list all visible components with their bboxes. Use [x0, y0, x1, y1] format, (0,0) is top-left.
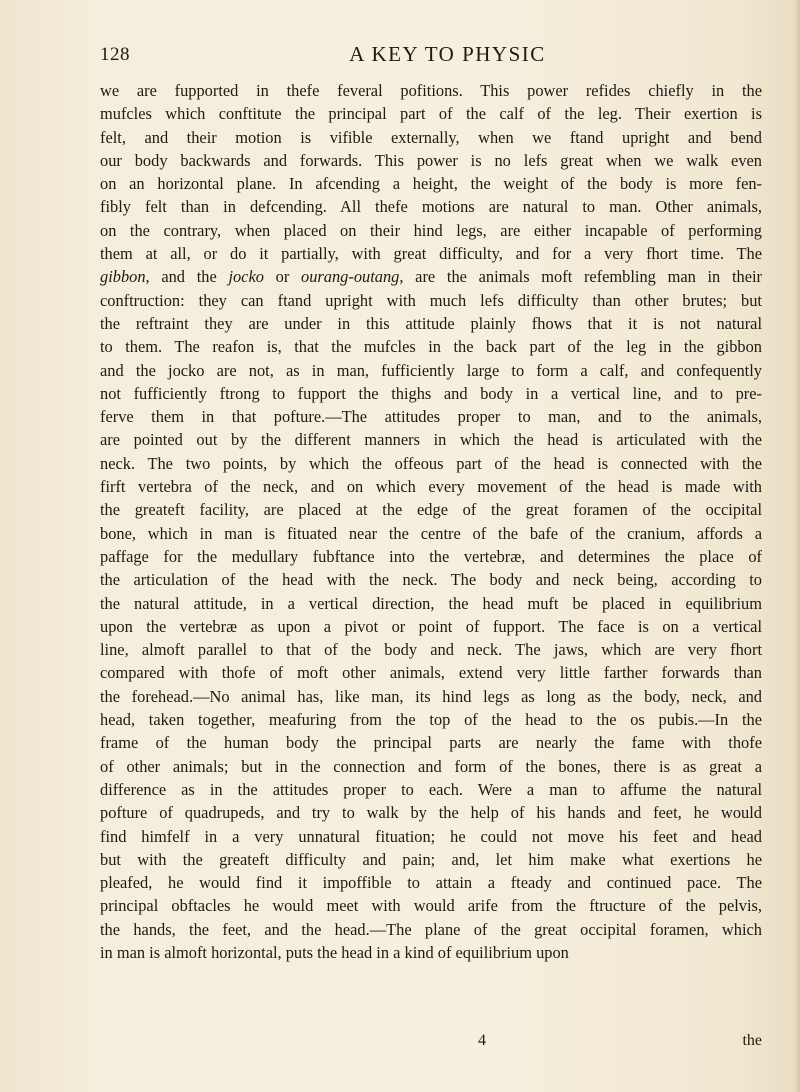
text-line: the articulation of the head with the neck. The body and neck being, according to: [100, 570, 762, 590]
text-line: to them. The reafon is, that the mufcles in the back part of the leg in the gibbon: [100, 337, 762, 357]
text-line: felt, and their motion is vifible externally, when we ftand upright and bend: [100, 127, 762, 147]
text-line: frame of the human body the principal parts are nearly the fame with thofe: [100, 733, 762, 753]
text-line: the greateft facility, are placed at the edge of the great foramen of the occipital: [100, 500, 762, 520]
body-text: [100, 79, 762, 964]
text-line: the reftraint they are under in this attitude plainly fhows that it is not natural: [100, 313, 762, 333]
text-line: pleafed, he would find it impoffible to attain a fteady and continued pace. The: [100, 873, 762, 893]
text-line: we are fupported in thefe feveral pofitions. This power refides chiefly in the: [100, 81, 762, 100]
text-line: ferve them in that pofture.—The attitudes proper to man, and to the animals,: [100, 407, 762, 427]
text-line: firft vertebra of the neck, and on which every movement of the head is made with: [100, 477, 762, 497]
text-line: our body backwards and forwards. This power is no lefs great when we walk even: [100, 150, 762, 170]
text-line: not fufficiently ftrong to fupport the thighs and body in a vertical line, and to pre-: [100, 383, 762, 403]
text-line: of other animals; but in the connection and form of the bones, there is as great a: [100, 756, 762, 776]
text-line: the hands, the feet, and the head.—The plane of the great occipital foramen, which: [100, 919, 762, 939]
text-line: and the jocko are not, as in man, fufficiently large to form a calf, and confequently: [100, 360, 762, 380]
text-line: are pointed out by the different manners in which the head is articulated with the: [100, 430, 762, 450]
text-line: paffage for the medullary fubftance into the vertebræ, and determines the place of: [100, 546, 762, 566]
running-head: A KEY TO PHYSIC: [349, 42, 546, 66]
text-line: the forehead.—No animal has, like man, its hind legs as long as the body, neck, and: [100, 686, 762, 706]
footer-row: [100, 1032, 762, 1056]
text-line: mufcles which conftitute the principal part of the calf of the leg. Their exertion is: [100, 104, 762, 124]
text-line: gibbon, and the jocko or ourang-outang, are the animals moft refembling man in their: [100, 267, 762, 287]
text-line: the natural attitude, in a vertical direction, the head muft be placed in equilibrium: [100, 593, 762, 613]
text-line: principal obftacles he would meet with would arife from the ftructure of the pelvis,: [100, 896, 762, 916]
text-line: but with the greateft difficulty and pain; and, let him make what exertions he: [100, 849, 762, 869]
page-edge-shadow: [794, 0, 800, 1092]
signature-mark: 4: [478, 1032, 486, 1049]
text-line: on an horizontal plane. In afcending a height, the weight of the body is more fen-: [100, 174, 762, 194]
text-line: line, almoft parallel to that of the body and neck. The jaws, which are very fhort: [100, 640, 762, 660]
page-number: 128: [100, 44, 130, 65]
text-line: pofture of quadrupeds, and try to walk by the help of his hands and feet, he would: [100, 803, 762, 823]
text-line: difference as in the attitudes proper to each. Were a man to affume the natural: [100, 779, 762, 799]
catchword: the: [742, 1032, 762, 1049]
text-line: bone, which in man is fituated near the centre of the bafe of the cranium, affords a: [100, 523, 762, 543]
text-line: find himfelf in a very unnatural fituation; he could not move his feet and head: [100, 826, 762, 846]
text-line: upon the vertebræ as upon a pivot or point of fupport. The face is on a vertical: [100, 616, 762, 636]
text-line: them at all, or do it partially, with great difficulty, and for a very fhort time. The: [100, 244, 762, 264]
text-line: conftruction: they can ftand upright with much lefs difficulty than other brutes; but: [100, 290, 762, 310]
text-line: fibly felt than in defcending. All thefe motions are natural to man. Other animals,: [100, 197, 762, 217]
text-line: neck. The two points, by which the offeous part of the head is connected with the: [100, 453, 762, 473]
text-line: in man is almoft horizontal, puts the head in a kind of equilibrium upon: [100, 942, 569, 962]
text-line: head, taken together, meafuring from the top of the head to the os pubis.—In the: [100, 710, 762, 730]
text-line: on the contrary, when placed on their hind legs, are either incapable of performing: [100, 220, 762, 240]
text-line: compared with thofe of moft other animals, extend very little farther forwards than: [100, 663, 762, 683]
page-header: [100, 40, 755, 70]
